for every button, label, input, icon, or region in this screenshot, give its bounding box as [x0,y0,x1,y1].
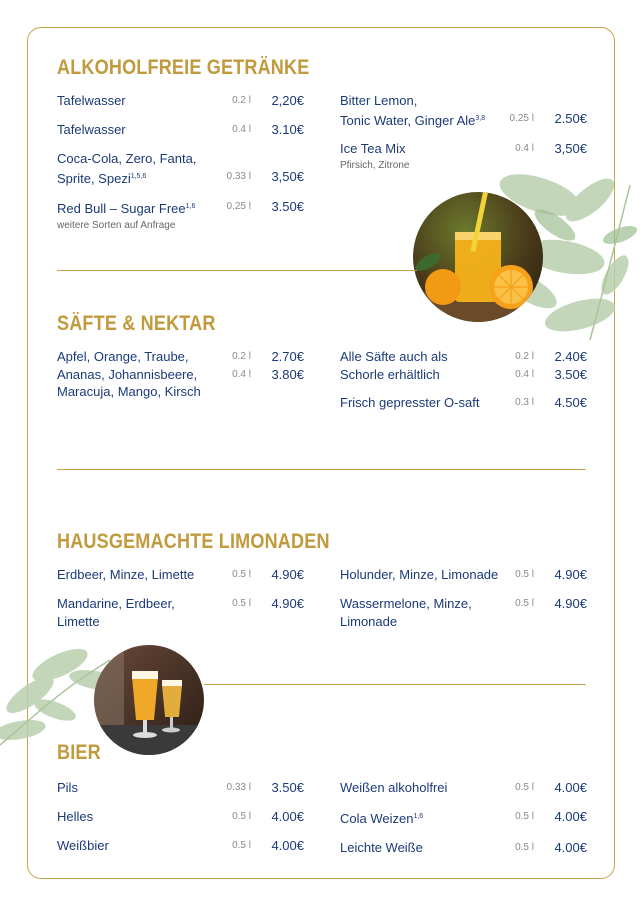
menu-item [57,150,304,187]
item-price: 2.50€ [554,110,587,126]
item-name: Weißbier [57,838,109,853]
item-size: 0.5 l [515,811,534,822]
item-size: 0.25 l [509,112,534,124]
item-price: 4.00€ [554,780,587,795]
menu-item [57,808,304,826]
item-price: 2.40€ 3.50€ [554,349,587,382]
section-title-saefte: SÄFTE & NEKTAR [57,312,216,335]
item-size: 0.2 l 0.4 l [515,351,534,380]
item-price: 4.90€ [554,567,587,582]
item-name: Cola Weizen$^{1,6}$ [340,811,424,826]
item-price: 4.90€ [271,567,304,582]
menu-item [57,92,304,110]
menu-item [340,140,587,171]
section-divider [57,469,586,470]
menu-item [340,595,587,630]
item-size: 0.33 l [226,170,251,182]
item-price: 2,20€ [271,93,304,108]
item-price: 3.50€ [271,199,304,214]
item-size: 0.2 l [232,95,251,106]
menu-item [340,92,587,129]
allergen-footnote: 1,6 [413,813,424,820]
section-divider [204,684,586,685]
item-size: 0.5 l [232,811,251,822]
item-name: Leichte Weiße [340,839,423,855]
item-price: 2.70€ 3.80€ [271,349,304,382]
column-alkoholfrei-right [340,92,587,182]
item-name: Tafelwasser [57,93,126,108]
item-name: Holunder, Minze, Limonade [340,567,499,582]
menu-item [340,394,587,412]
menu-item [57,348,304,401]
column-saefte-left [57,348,304,412]
menu-item [340,808,587,828]
item-name: Weißen alkoholfrei [340,780,448,795]
item-name: Red Bull – Sugar Free$^{1,6}$ [57,201,196,216]
section-divider [57,270,417,271]
item-size: 0.5 l [515,569,534,580]
item-name: Bitter Lemon, Tonic Water, Ginger Ale$^{3,8}$ [340,93,486,128]
item-name: Ice Tea Mix [340,141,406,156]
allergen-footnote: 1,6 [185,203,196,210]
item-name: Mandarine, Erdbeer, Limette [57,596,175,629]
menu-item [340,566,587,584]
item-size: 0.25 l [226,201,251,212]
item-size: 0.4 l [232,124,251,135]
column-bier-left [57,779,304,866]
item-price: 4.00€ [554,839,587,855]
item-size: 0.5 l [515,841,534,853]
item-size: 0.2 l 0.4 l [232,351,251,380]
menu-item [57,837,304,855]
item-name: Coca-Cola, Zero, Fanta, Sprite, Spezi$^{1,5,6}$ [57,151,197,186]
orange-juice-photo [413,192,543,322]
item-price: 3,50€ [554,141,587,156]
item-price: 4.90€ [554,596,587,611]
column-alkoholfrei-left [57,92,304,242]
item-name: Apfel, Orange, Traube, Ananas, Johannisbeere, Maracuja, Mango, Kirsch [57,349,201,399]
menu-item [57,779,304,797]
column-limonaden-left [57,566,304,641]
item-name: Erdbeer, Minze, Limette [57,567,195,582]
menu-item [340,348,587,383]
item-size: 0.3 l [515,397,534,408]
item-name: Helles [57,809,94,824]
item-price: 4.00€ [271,809,304,824]
item-name: Frisch gepresster O-saft [340,395,480,410]
section-title-alkoholfrei: ALKOHOLFREIE GETRÄNKE [57,56,310,79]
item-size: 0.5 l [232,840,251,851]
menu-item [57,566,304,584]
column-saefte-right [340,348,587,423]
allergen-footnote: 1,5,6 [130,172,147,180]
item-name: Tafelwasser [57,122,126,137]
menu-item [340,839,587,857]
item-size: 0.5 l [515,598,534,609]
item-price: 4.90€ [271,596,304,611]
beer-glasses-photo [94,645,204,755]
item-price: 4.00€ [271,838,304,853]
item-name: Pils [57,780,78,795]
item-size: 0.5 l [232,569,251,580]
column-limonaden-right [340,566,587,641]
section-title-bier: BIER [57,741,101,764]
item-size: 0.5 l [515,782,534,793]
item-price: 3.50€ [271,780,304,795]
item-name: Wassermelone, Minze, Limonade [340,596,472,629]
item-price: 4.00€ [554,809,587,824]
item-name: Alle Säfte auch als Schorle erhältlich [340,349,448,382]
item-price: 4.50€ [554,395,587,410]
item-note: weitere Sorten auf Anfrage [57,219,176,231]
item-price: 3,50€ [271,168,304,184]
menu-item [340,779,587,797]
column-bier-right [340,779,587,868]
item-size: 0.4 l [515,143,534,154]
allergen-footnote: 3,8 [475,114,486,122]
menu-item [57,198,304,231]
item-size: 0.5 l [232,598,251,609]
item-note: Pfirsich, Zitrone [340,159,410,171]
section-title-limonaden: HAUSGEMACHTE LIMONADEN [57,530,330,553]
item-price: 3.10€ [271,122,304,137]
menu-item [57,121,304,139]
item-size: 0.33 l [226,782,251,793]
menu-item [57,595,304,630]
